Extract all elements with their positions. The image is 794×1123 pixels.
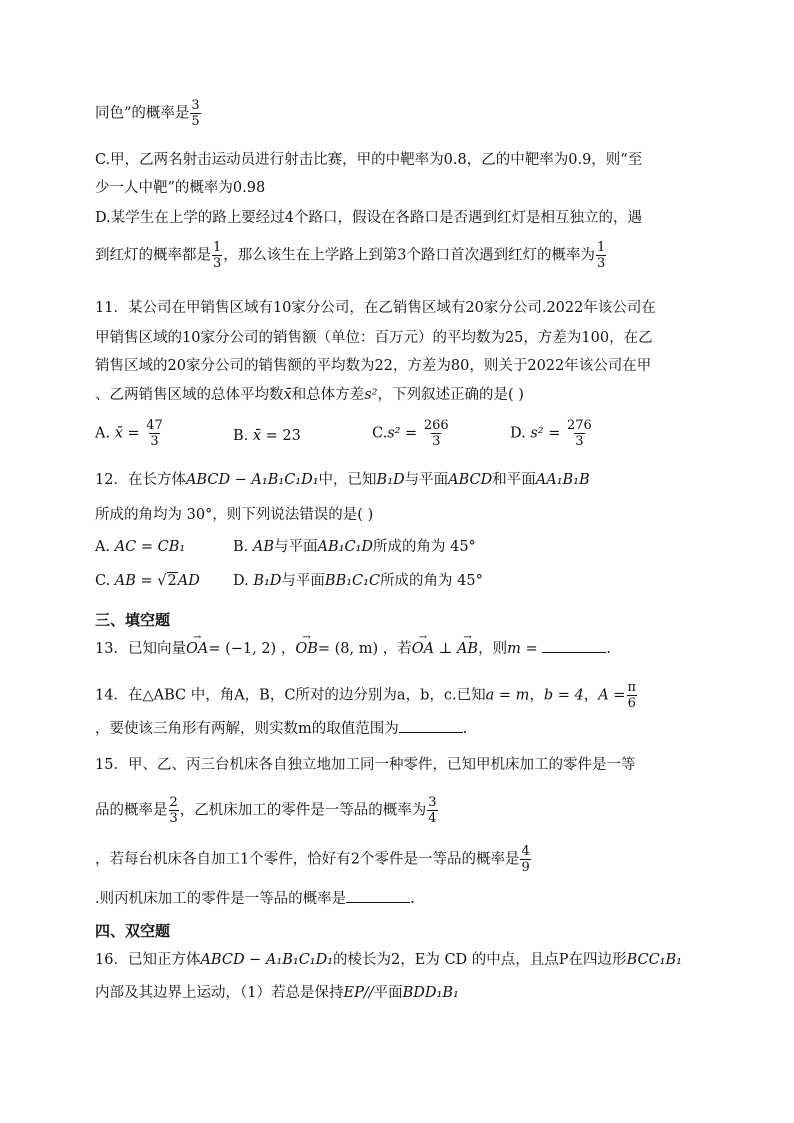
option-d-line-2: 到红灯的概率都是 $\frac{1}{3}$ ，那么该生在上学路上到第3个路口首次遇到红灯的概率为 $\frac{1}{3}$ <box>95 240 606 271</box>
option-d-line-1: D.某学生在上学的路上要经过4个路口，假设在各路口是否遇到红灯是相互独立的，遇 <box>95 210 642 226</box>
q14-line-2: ，要使该三角形有两解，则实数m的取值范围为 . <box>95 718 467 739</box>
q11-line-3: 销售区域的20家分公司的销售额的平均数为22，方差为80，则关于2022年该公司在甲 <box>95 358 652 374</box>
answer-blank[interactable] <box>542 638 606 653</box>
q12-line-2: 所成的角均为 30°，则下列说法错误的是( ) <box>95 507 374 523</box>
fraction: $\frac{1}{3}$ <box>597 240 606 271</box>
q15-line-2: 品的概率是 $\frac{2}{3}$ ，乙机床加工的零件是一等品的概率为 $\frac{3}{4}$ <box>95 795 437 826</box>
section-heading-fill-in: 三、填空题 <box>95 611 171 629</box>
q15-line-4: .则丙机床加工的零件是一等品的概率是 . <box>95 888 415 909</box>
q16-line-1: 16．已知正方体ABCD − A₁B₁C₁D₁的棱长为2，E为 CD 的中点，且点P在四边形BCC₁B₁ <box>95 952 682 968</box>
q16-line-2: 内部及其边界上运动，（1）若总是保持EP//平面BDD₁B₁ <box>95 985 459 1001</box>
option-c-line-1: C.甲，乙两名射击运动员进行射击比赛，甲的中靶率为0.8，乙的中靶率为0.9，则“至 <box>95 152 643 168</box>
fraction: $\frac{3}{5}$ <box>191 98 200 129</box>
q11-option-b: B. x̄ = 23 <box>233 428 301 444</box>
q11-option-d: D. s² = $\frac{276}{3}$ <box>510 418 592 449</box>
section-heading-double-blank: 四、双空题 <box>95 922 171 940</box>
q11-line-4: 、乙两销售区域的总体平均数x̄和总体方差s²，下列叙述正确的是( ) <box>95 387 524 403</box>
q12-option-d: D. B₁D与平面BB₁C₁C所成的角为 45° <box>233 573 483 589</box>
q12-line-1: 12．在长方体ABCD − A₁B₁C₁D₁中，已知B₁D与平面ABCD和平面AA₁B₁B <box>95 472 590 488</box>
answer-blank[interactable] <box>346 888 410 903</box>
q12-option-a: A. AC = CB₁ <box>95 539 186 555</box>
fraction: $\frac{1}{3}$ <box>213 240 222 271</box>
q11-line-1: 11．某公司在甲销售区域有10家分公司，在乙销售区域有20家分公司.2022年该公司在 <box>95 300 656 316</box>
q12-option-b: B. AB与平面AB₁C₁D所成的角为 45° <box>233 539 476 555</box>
answer-blank[interactable] <box>399 718 463 733</box>
q11-option-c: C.s² = $\frac{266}{3}$ <box>372 418 449 449</box>
line-option-b-tail <box>95 98 202 129</box>
text: 同色”的概率是 <box>95 105 190 122</box>
q12-option-c: C. AB = √2AD <box>95 573 200 589</box>
q15-line-1: 15．甲、乙、丙三台机床各自独立地加工同一种零件，已知甲机床加工的零件是一等 <box>95 757 636 773</box>
q14-line-1: 14．在△ABC 中，角A，B，C所对的边分别为a，b，c.已知a = m，b = 4，A = $\frac{\pi}{6}$ <box>95 680 636 711</box>
option-c-line-2: 少一人中靶”的概率为0.98 <box>95 180 266 196</box>
q11-option-a: A. x̄ = $\frac{47}{3}$ <box>95 418 163 449</box>
q13-line: 13．已知向量→ OA= (−1, 2) ，→ OB= (8, m) ，若→ OA ⊥ → AB，则m = . <box>95 638 611 659</box>
q15-line-3: ，若每台机床各自加工1个零件，恰好有2个零件是一等品的概率是 $\frac{4}{9}$ <box>95 844 530 875</box>
q11-line-2: 甲销售区域的10家分公司的销售额（单位：百万元）的平均数为25，方差为100，在乙 <box>95 330 653 346</box>
